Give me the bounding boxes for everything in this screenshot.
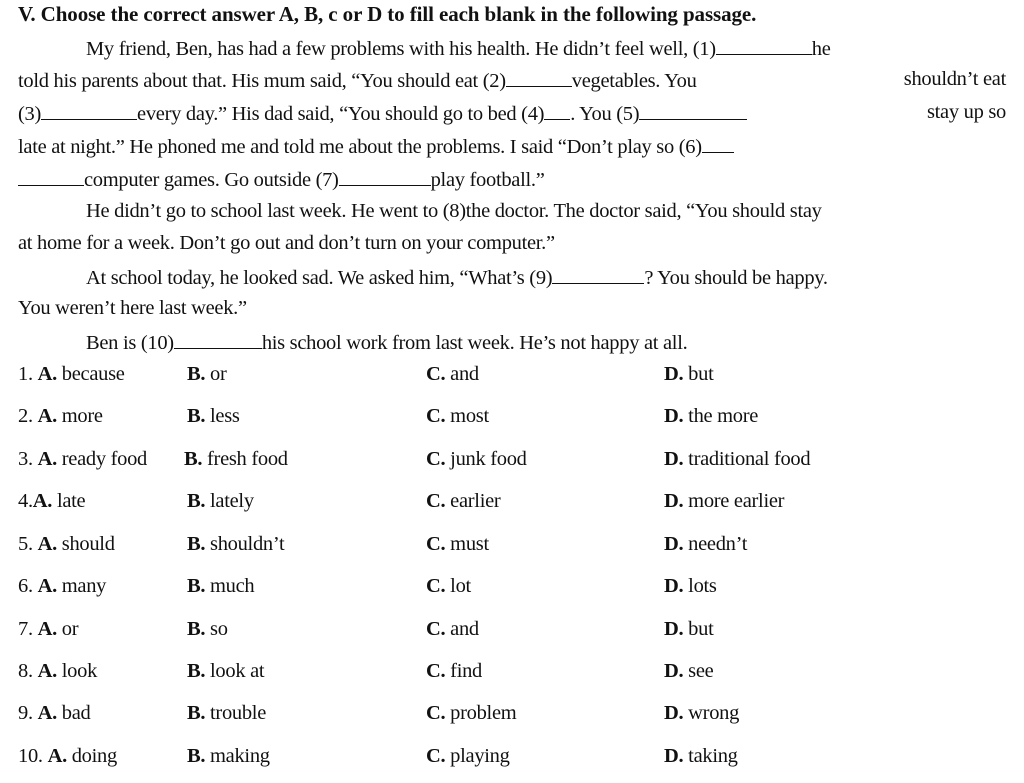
option-letter: A. xyxy=(37,702,57,724)
option-a[interactable] xyxy=(18,357,125,391)
option-text: ready food xyxy=(61,448,148,470)
passage-text: told his parents about that. His mum said, “You should eat (2) xyxy=(18,70,506,92)
passage-line-2 xyxy=(18,64,1006,94)
option-letter: C. xyxy=(426,490,446,512)
passage-line-8 xyxy=(86,261,1006,291)
option-c[interactable] xyxy=(426,739,510,773)
option-text: earlier xyxy=(450,490,501,512)
option-text: the more xyxy=(688,405,759,427)
option-letter: A. xyxy=(32,490,53,512)
passage-text: at home for a week. Don’t go out and don’t turn on your computer.” xyxy=(18,232,555,254)
option-letter: D. xyxy=(664,745,684,767)
blank-9 xyxy=(552,261,644,284)
passage-line-4 xyxy=(18,130,1006,160)
option-letter: B. xyxy=(187,660,206,682)
question-row xyxy=(0,399,1024,433)
option-text: junk food xyxy=(450,448,527,470)
question-number: 5. xyxy=(18,533,33,555)
option-b[interactable] xyxy=(187,696,266,730)
option-b[interactable] xyxy=(187,357,227,391)
option-c[interactable] xyxy=(426,654,482,688)
passage-text: You weren’t here last week.” xyxy=(18,297,247,319)
question-row xyxy=(0,442,1024,476)
option-letter: D. xyxy=(664,533,684,555)
passage-text: . You (5) xyxy=(570,103,640,125)
passage-text: play football.” xyxy=(430,169,545,191)
option-text: late xyxy=(56,490,86,512)
passage-text: At school today, he looked sad. We asked him, “What’s (9) xyxy=(86,267,553,289)
passage-line-10 xyxy=(86,326,1006,356)
exercise-title: V. Choose the correct answer A, B, c or D to fill each blank in the following passage. xyxy=(18,2,757,26)
question-number: 1. xyxy=(18,363,33,385)
question-row xyxy=(0,357,1024,391)
option-text: making xyxy=(210,745,270,767)
option-letter: C. xyxy=(426,448,446,470)
question-number: 8. xyxy=(18,660,33,682)
option-b[interactable] xyxy=(187,654,264,688)
option-letter: A. xyxy=(37,405,57,427)
option-c[interactable] xyxy=(426,442,527,476)
question-row xyxy=(0,696,1024,730)
option-d[interactable] xyxy=(664,569,717,603)
option-text: traditional food xyxy=(688,448,811,470)
passage-text: shouldn’t eat xyxy=(903,68,1006,90)
option-text: because xyxy=(61,363,125,385)
option-a[interactable] xyxy=(18,527,115,561)
option-letter: B. xyxy=(187,618,206,640)
option-text: look at xyxy=(210,660,265,682)
question-row xyxy=(0,569,1024,603)
option-text: playing xyxy=(450,745,510,767)
passage-line-6 xyxy=(86,196,1006,226)
option-letter: B. xyxy=(187,702,206,724)
option-text: trouble xyxy=(210,702,266,724)
option-b[interactable] xyxy=(187,527,284,561)
option-a[interactable] xyxy=(18,739,117,773)
option-text: see xyxy=(688,660,714,682)
option-b[interactable] xyxy=(184,442,288,476)
question-number: 10. xyxy=(18,745,43,767)
option-a[interactable] xyxy=(18,654,97,688)
option-c[interactable] xyxy=(426,399,489,433)
question-number: 2. xyxy=(18,405,33,427)
option-text: but xyxy=(688,618,714,640)
option-text: many xyxy=(61,575,107,597)
option-letter: C. xyxy=(426,575,446,597)
question-row xyxy=(0,654,1024,688)
option-text: lots xyxy=(688,575,717,597)
passage-text: vegetables. You xyxy=(571,70,697,92)
option-text: find xyxy=(450,660,482,682)
option-text: more earlier xyxy=(688,490,785,512)
option-text: most xyxy=(450,405,489,427)
blank-7 xyxy=(339,163,431,186)
option-text: but xyxy=(688,363,714,385)
option-text: should xyxy=(61,533,115,555)
option-letter: A. xyxy=(37,448,57,470)
option-letter: D. xyxy=(664,660,684,682)
option-letter: A. xyxy=(47,745,67,767)
option-text: doing xyxy=(71,745,117,767)
option-letter: C. xyxy=(426,660,446,682)
blank-3 xyxy=(41,97,137,120)
passage-text: computer games. Go outside (7) xyxy=(84,169,339,191)
option-d[interactable] xyxy=(664,739,738,773)
option-text: shouldn’t xyxy=(210,533,285,555)
option-d[interactable] xyxy=(664,612,713,646)
passage-line-3 xyxy=(18,97,1006,127)
option-d[interactable] xyxy=(664,696,739,730)
option-text: needn’t xyxy=(688,533,748,555)
option-letter: B. xyxy=(184,448,203,470)
option-c[interactable] xyxy=(426,569,471,603)
option-text: problem xyxy=(450,702,517,724)
option-letter: B. xyxy=(187,745,206,767)
passage-text: My friend, Ben, has had a few problems with his health. He didn’t feel well, (1) xyxy=(86,38,716,60)
passage-text: (3) xyxy=(18,103,42,125)
blank-4 xyxy=(544,97,570,120)
option-text: look xyxy=(61,660,98,682)
option-letter: C. xyxy=(426,363,446,385)
option-text: must xyxy=(450,533,489,555)
option-letter: D. xyxy=(664,575,684,597)
option-letter: C. xyxy=(426,405,446,427)
option-a[interactable] xyxy=(18,612,78,646)
question-number: 7. xyxy=(18,618,33,640)
option-text: bad xyxy=(61,702,91,724)
question-number: 9. xyxy=(18,702,33,724)
option-letter: A. xyxy=(37,618,57,640)
option-letter: C. xyxy=(426,533,446,555)
option-c[interactable] xyxy=(426,527,489,561)
option-letter: C. xyxy=(426,618,446,640)
option-b[interactable] xyxy=(187,399,240,433)
option-c[interactable] xyxy=(426,484,500,518)
option-d[interactable] xyxy=(664,484,784,518)
option-letter: D. xyxy=(664,448,684,470)
passage-text: his school work from last week. He’s not happy at all. xyxy=(261,332,688,354)
blank-2 xyxy=(506,64,572,87)
option-text: taking xyxy=(688,745,738,767)
option-text: much xyxy=(210,575,255,597)
option-c[interactable] xyxy=(426,612,479,646)
question-number: 4. xyxy=(18,490,33,512)
blank-5 xyxy=(639,97,747,120)
passage-text: he xyxy=(811,38,831,60)
question-number: 3. xyxy=(18,448,33,470)
option-letter: A. xyxy=(37,533,57,555)
option-text: less xyxy=(210,405,240,427)
passage-line-5 xyxy=(18,163,1006,193)
option-letter: D. xyxy=(664,702,684,724)
passage-text: ? You should be happy. xyxy=(644,267,828,289)
option-d[interactable] xyxy=(664,399,758,433)
passage-text: late at night.” He phoned me and told me about the problems. I said “Don’t play so (6) xyxy=(18,136,702,158)
option-letter: B. xyxy=(187,405,206,427)
option-d[interactable] xyxy=(664,357,713,391)
option-text: and xyxy=(450,363,479,385)
option-b[interactable] xyxy=(187,612,228,646)
option-text: more xyxy=(61,405,103,427)
option-a[interactable] xyxy=(18,569,106,603)
blank-6 xyxy=(702,130,734,153)
question-row xyxy=(0,527,1024,561)
option-a[interactable] xyxy=(18,696,90,730)
passage-line-9 xyxy=(18,293,1006,323)
option-text: fresh food xyxy=(207,448,288,470)
option-c[interactable] xyxy=(426,696,516,730)
option-a[interactable] xyxy=(18,442,147,476)
passage-line-7 xyxy=(18,228,1006,258)
option-letter: A. xyxy=(37,660,57,682)
option-letter: D. xyxy=(664,405,684,427)
option-letter: B. xyxy=(187,533,206,555)
option-text: so xyxy=(210,618,228,640)
option-a[interactable] xyxy=(18,399,103,433)
passage-text: every day.” His dad said, “You should go to bed (4) xyxy=(137,103,545,125)
option-b[interactable] xyxy=(187,484,254,518)
option-text: or xyxy=(210,363,227,385)
option-text: lot xyxy=(450,575,471,597)
blank-6-cont xyxy=(18,163,84,186)
option-letter: B. xyxy=(187,490,206,512)
passage-line-1 xyxy=(86,32,1006,62)
option-letter: D. xyxy=(664,490,684,512)
question-row xyxy=(0,739,1024,773)
option-text: wrong xyxy=(688,702,740,724)
question-row xyxy=(0,484,1024,518)
option-letter: A. xyxy=(37,363,57,385)
option-a[interactable] xyxy=(18,484,85,518)
option-c[interactable] xyxy=(426,357,479,391)
option-text: and xyxy=(450,618,479,640)
question-row xyxy=(0,612,1024,646)
option-letter: A. xyxy=(37,575,57,597)
option-b[interactable] xyxy=(187,739,270,773)
blank-10 xyxy=(174,326,262,349)
option-letter: B. xyxy=(187,363,206,385)
option-text: or xyxy=(61,618,79,640)
option-d[interactable] xyxy=(664,654,713,688)
option-text: lately xyxy=(210,490,254,512)
option-letter: B. xyxy=(187,575,206,597)
option-letter: D. xyxy=(664,618,684,640)
option-d[interactable] xyxy=(664,527,747,561)
passage-text: stay up so xyxy=(926,101,1006,123)
option-letter: D. xyxy=(664,363,684,385)
passage-text: He didn’t go to school last week. He went to (8)the doctor. The doctor said, “You should stay xyxy=(86,200,822,222)
option-letter: C. xyxy=(426,745,446,767)
option-d[interactable] xyxy=(664,442,810,476)
question-number: 6. xyxy=(18,575,33,597)
passage-text: Ben is (10) xyxy=(86,332,174,354)
option-b[interactable] xyxy=(187,569,254,603)
blank-1 xyxy=(716,32,812,55)
option-letter: C. xyxy=(426,702,446,724)
